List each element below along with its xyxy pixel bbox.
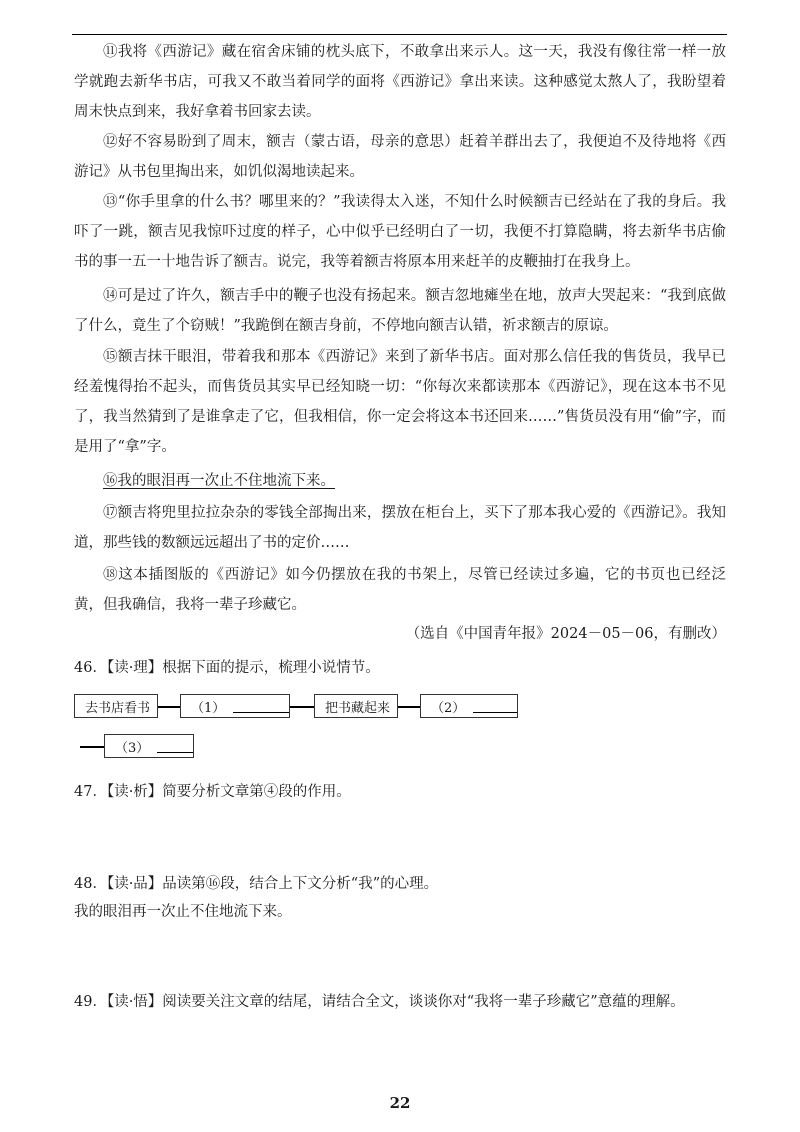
flow-box-blank-3[interactable] (104, 734, 194, 758)
question-48: 48．【读·品】品读第⑯段，结合上下文分析“我”的心理。 (74, 876, 439, 892)
question-49: 49．【读·悟】阅读要关注文章的结尾，请结合全文，谈谈你对“我将一辈子珍藏它”意蕴的理解。 (74, 994, 685, 1010)
flow-box-label: （1） (191, 700, 226, 716)
flow-connector (80, 746, 104, 748)
page-number: 22 (389, 1094, 411, 1112)
paragraph-11: ⑪我将《西游记》藏在宿舍床铺的枕头底下，不敢拿出来示人。这一天，我没有像往常一样一放学就跑去新华书店，可我又不敢当着同学的面将《西游记》拿出来读。这种感觉太熬人了，我盼望着周末快点到来，我好拿着书回家去读。 (74, 44, 726, 120)
paragraph-12: ⑫好不容易盼到了周末，额吉（蒙古语，母亲的意思）赶着羊群出去了，我便迫不及待地将《西游记》从书包里掏出来，如饥似渴地读起来。 (74, 134, 726, 180)
flow-connector (398, 706, 420, 708)
flow-box-blank-2[interactable] (420, 694, 518, 718)
paragraph-17: ⑰额吉将兜里拉拉杂杂的零钱全部掏出来，摆放在柜台上，买下了那本我心爱的《西游记》。我知道，那些钱的数额远远超出了书的定价…… (74, 505, 726, 551)
paragraph-13: ⑬“你手里拿的什么书？哪里来的？”我读得太入迷，不知什么时候额吉已经站在了我的身后。我吓了一跳，额吉见我惊吓过度的样子，心中似乎已经明白了一切，我便不打算隐瞒，将去新华书店偷书的事一五一十地告诉了额吉。说完，我等着额吉将原本用来赶羊的皮鞭抽打在我身上。 (74, 194, 726, 270)
answer-blank-1[interactable] (233, 699, 289, 713)
flow-box-label: 把书藏起来 (325, 700, 391, 716)
paragraph-16-text: ⑯我的眼泪再一次止不住地流下来。 (103, 473, 335, 489)
paragraph-18: ⑱这本插图版的《西游记》如今仍摆放在我的书架上，尽管已经读过多遍，它的书页也已经泛黄，但我确信，我将一辈子珍藏它。 (74, 567, 726, 613)
flow-connector (158, 706, 180, 708)
flow-box-visit-store (74, 694, 158, 718)
source-citation: （选自《中国青年报》2024－05－06，有删改） (405, 626, 726, 642)
paragraph-14: ⑭可是过了许久，额吉手中的鞭子也没有扬起来。额吉忽地瘫坐在地，放声大哭起来：“我到底做了什么，竟生了个窃贼！”我跪倒在额吉身前，不停地向额吉认错，祈求额吉的原谅。 (74, 288, 726, 334)
flow-box-label: 去书店看书 (85, 700, 151, 716)
question-46: 46．【读·理】根据下面的提示，梳理小说情节。 (74, 660, 380, 676)
flow-box-blank-1[interactable] (180, 694, 290, 718)
question-48-quote: 我的眼泪再一次止不住地流下来。 (74, 904, 292, 920)
question-47: 47．【读·析】简要分析文章第④段的作用。 (74, 784, 351, 800)
answer-blank-3[interactable] (157, 739, 193, 753)
flow-connector (290, 706, 314, 708)
answer-blank-2[interactable] (473, 699, 517, 713)
paragraph-15: ⑮额吉抹干眼泪，带着我和那本《西游记》来到了新华书店。面对那么信任我的售货员，我早已经羞愧得抬不起头，而售货员其实早已经知晓一切：“你每次来都读那本《西游记》，现在这本书不见了，我当然猜到了是谁拿走了它，但我相信，你一定会将这本书还回来……”售货员没有用“偷”字，而是用了“拿”字。 (74, 349, 726, 455)
flow-box-label: （2） (431, 700, 466, 716)
flow-box-hide-book (314, 694, 398, 718)
flow-box-label: （3） (115, 740, 150, 756)
top-rule (72, 34, 727, 35)
paragraph-16 (74, 466, 726, 496)
